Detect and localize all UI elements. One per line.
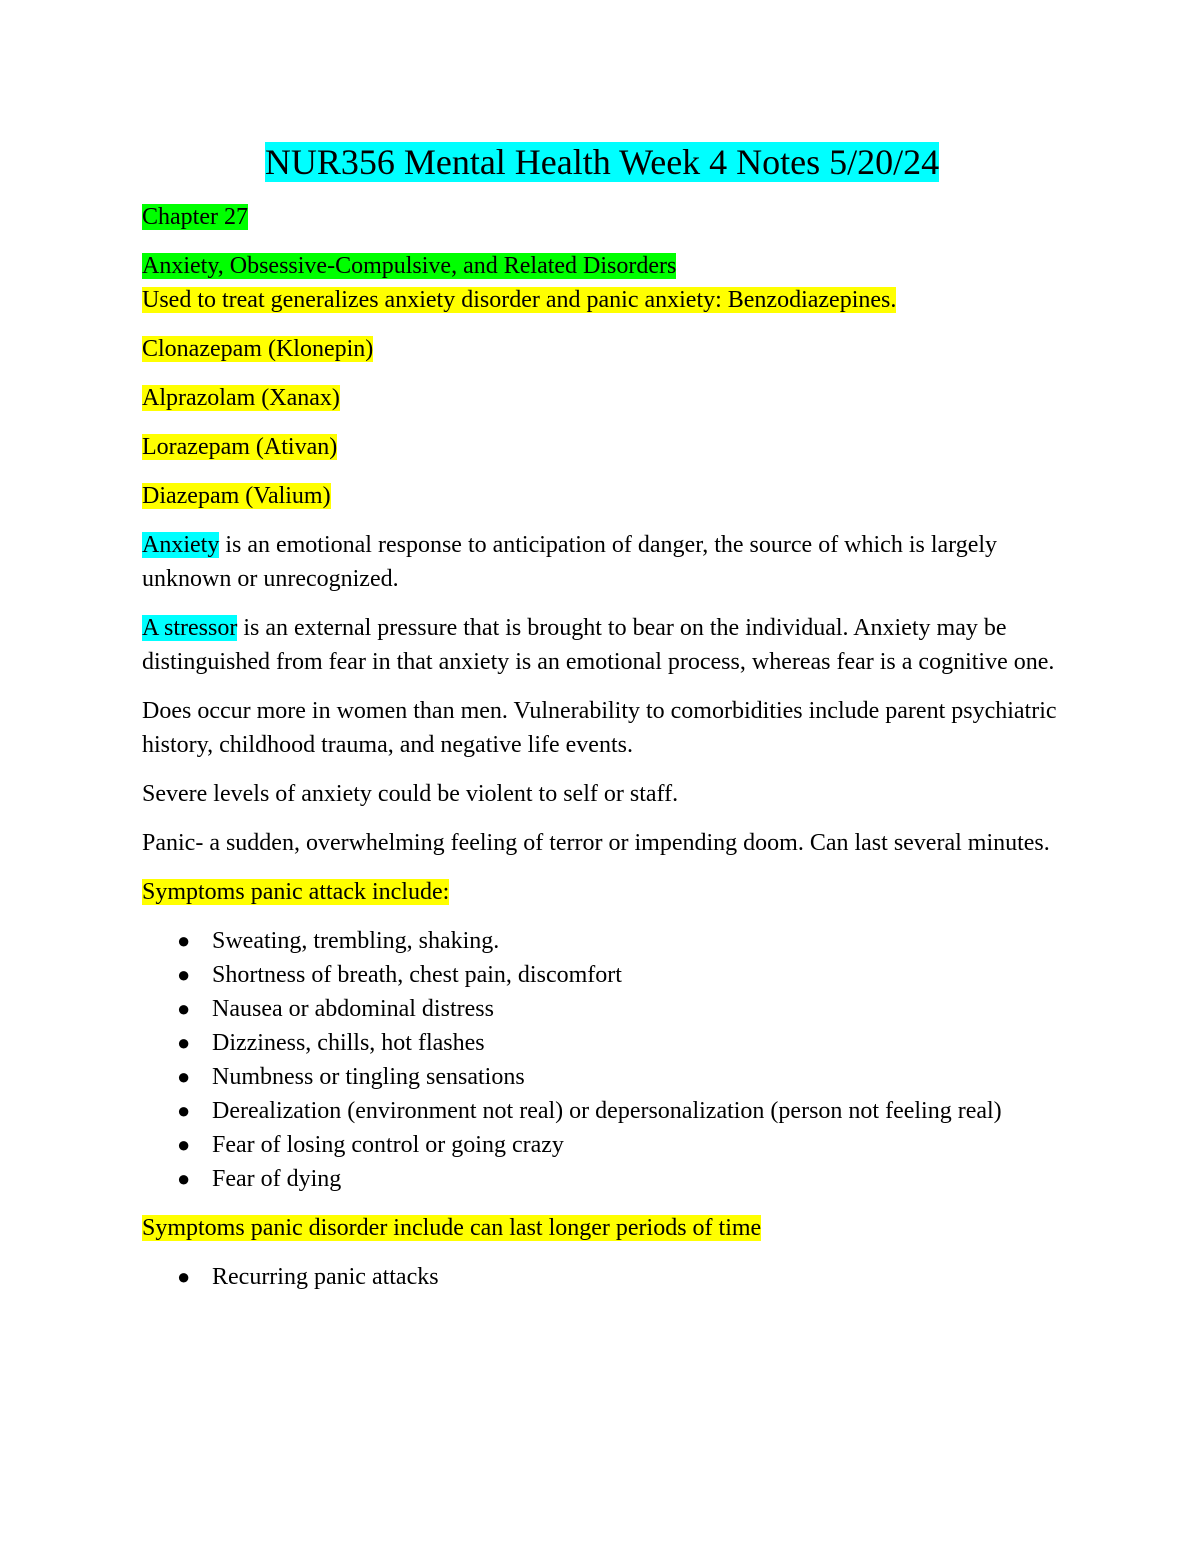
paragraph-panic: Panic- a sudden, overwhelming feeling of terror or impending doom. Can last several minutes. xyxy=(142,830,1050,856)
anxiety-term: Anxiety xyxy=(142,532,220,558)
document-body xyxy=(142,138,1062,1309)
panic-disorder-heading xyxy=(142,1211,1062,1245)
list-item xyxy=(177,1162,1062,1196)
chapter-heading xyxy=(142,200,1062,234)
bullet-icon: ● xyxy=(177,1132,191,1157)
list-item-text: Dizziness, chills, hot flashes xyxy=(212,1030,485,1056)
drug-item-text: Diazepam (Valium) xyxy=(142,483,331,509)
panic-attack-heading-text: Symptoms panic attack include: xyxy=(142,879,450,905)
list-item-text: Derealization (environment not real) or depersonalization (person not feeling real) xyxy=(212,1098,1002,1124)
list-item-text: Recurring panic attacks xyxy=(212,1264,439,1290)
bullet-icon: ● xyxy=(177,1098,191,1123)
list-item-text: Numbness or tingling sensations xyxy=(212,1064,525,1090)
list-item xyxy=(177,1128,1062,1162)
list-item xyxy=(177,958,1062,992)
drug-item xyxy=(142,430,1062,464)
list-item xyxy=(177,924,1062,958)
stressor-term: A stressor xyxy=(142,615,238,641)
list-item xyxy=(177,1260,1062,1294)
panic-attack-symptom-list xyxy=(142,924,1062,1196)
drug-item-text: Alprazolam (Xanax) xyxy=(142,385,340,411)
drug-item xyxy=(142,381,1062,415)
list-item xyxy=(177,992,1062,1026)
chapter-heading-text: Chapter 27 xyxy=(142,204,248,230)
list-item-text: Sweating, trembling, shaking. xyxy=(212,928,500,954)
panic-disorder-symptom-list xyxy=(142,1260,1062,1294)
drug-item-text: Lorazepam (Ativan) xyxy=(142,434,338,460)
list-item-text: Nausea or abdominal distress xyxy=(212,996,494,1022)
section-heading-text: Anxiety, Obsessive-Compulsive, and Related Disorders xyxy=(142,253,677,279)
list-item xyxy=(177,1026,1062,1060)
bullet-icon: ● xyxy=(177,1030,191,1055)
treatment-line xyxy=(142,283,1062,317)
paragraph-severe: Severe levels of anxiety could be violent to self or staff. xyxy=(142,781,679,807)
treatment-line-text: Used to treat generalizes anxiety disorder and panic anxiety: Benzodiazepines. xyxy=(142,287,897,313)
panic-attack-heading xyxy=(142,875,1062,909)
drug-item xyxy=(142,332,1062,366)
drug-item xyxy=(142,479,1062,513)
anxiety-definition-text: is an emotional response to anticipation of danger, the source of which is largely unknown or unrecognized. xyxy=(142,532,998,592)
bullet-icon: ● xyxy=(177,1064,191,1089)
page-title xyxy=(142,138,1062,186)
list-item xyxy=(177,1060,1062,1094)
bullet-icon: ● xyxy=(177,962,191,987)
bullet-icon: ● xyxy=(177,996,191,1021)
stressor-definition xyxy=(142,611,1062,679)
bullet-icon: ● xyxy=(177,928,191,953)
list-item-text: Fear of losing control or going crazy xyxy=(212,1132,564,1158)
stressor-definition-text: is an external pressure that is brought to bear on the individual. Anxiety may be distinguished from fear in that anxiety is an emotional process, whereas fear is a cognitive one. xyxy=(142,615,1055,675)
page-title-text: NUR356 Mental Health Week 4 Notes 5/20/24 xyxy=(264,142,940,182)
list-item-text: Shortness of breath, chest pain, discomfort xyxy=(212,962,622,988)
list-item xyxy=(177,1094,1062,1128)
list-item-text: Fear of dying xyxy=(212,1166,342,1192)
section-heading xyxy=(142,249,1062,283)
bullet-icon: ● xyxy=(177,1264,191,1289)
paragraph-women: Does occur more in women than men. Vulnerability to comorbidities include parent psychiatric history, childhood trauma, and negative life events. xyxy=(142,698,1057,758)
anxiety-definition xyxy=(142,528,1062,596)
drug-item-text: Clonazepam (Klonepin) xyxy=(142,336,374,362)
panic-disorder-heading-text: Symptoms panic disorder include can last longer periods of time xyxy=(142,1215,762,1241)
bullet-icon: ● xyxy=(177,1166,191,1191)
